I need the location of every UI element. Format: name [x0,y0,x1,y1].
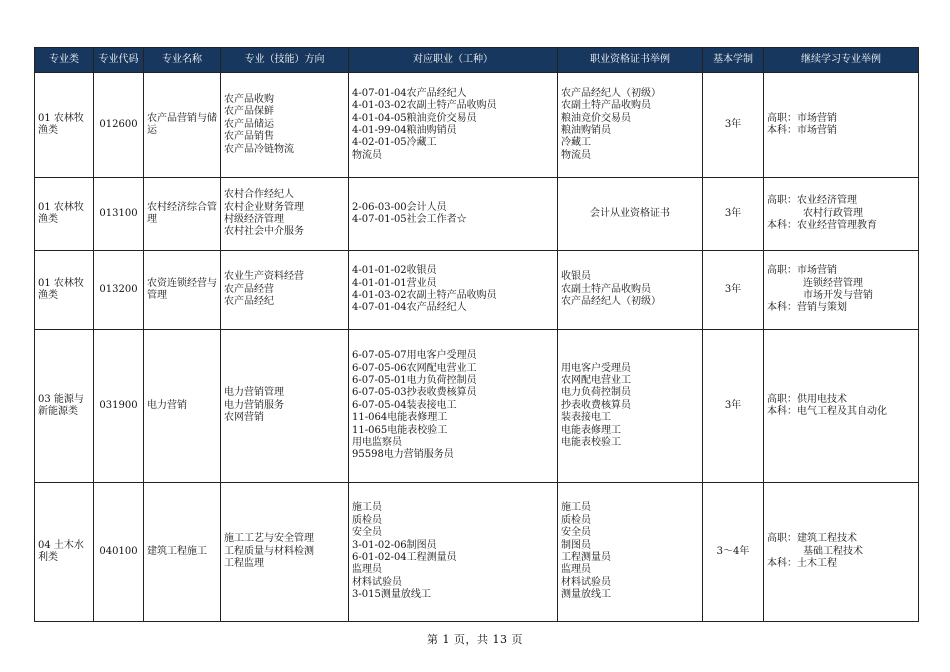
cell-certificate-line: 会计从业资格证书 [590,207,670,219]
cell-direction-line: 农产品经纪 [224,296,274,308]
cell-occupation-line: 用电监察员 [352,437,402,449]
cell-occupation [349,330,558,483]
cell-direction-line: 农产品销售 [224,131,274,143]
cell-certificate-line: 施工员 [561,502,591,514]
cell-further-study-line: 高职：市场营销 [767,112,837,124]
cell-certificate [558,73,703,178]
cell-occupation-line: 95598电力营销服务员 [352,449,454,461]
header-duration: 基本学制 [703,48,764,73]
cell-category: 01 农林牧渔类 [35,178,94,251]
cell-further-study-line: 农村行政管理 [803,207,863,219]
cell-certificate-line: 农网配电营业工 [561,374,631,386]
cell-occupation-line: 4-01-01-02收银员 [352,265,437,277]
cell-name: 建筑工程施工 [144,483,221,622]
cell-occupation-line: 4-01-03-02农副土特产品收购员 [352,290,497,301]
cell-certificate-line: 电力负荷控制员 [561,387,631,399]
cell-certificate-line: 材料试验员 [561,576,611,588]
cell-certificate-line: 农副土特产品收购员 [561,283,651,295]
cell-direction-line: 农村企业财务管理 [224,201,304,213]
cell-occupation-line: 6-07-05-01电力负荷控制员 [352,374,477,386]
cell-category: 01 农林牧渔类 [35,73,94,178]
cell-direction-line: 电力营销服务 [224,399,284,411]
cell-occupation-line: 施工员 [352,502,382,514]
cell-occupation-line: 物流员 [352,149,382,161]
cell-occupation-line: 质检员 [352,514,382,526]
cell-occupation-line: 材料试验员 [352,576,402,588]
cell-occupation-line: 6-07-05-07用电客户受理员 [352,350,477,362]
page-footer: 第 1 页，共 13 页 [427,633,523,646]
cell-category: 04 土木水利类 [35,483,94,622]
cell-occupation [349,251,558,330]
header-category: 专业类 [35,48,94,73]
table-row [35,483,919,622]
cell-occupation-line: 11-064电能表修理工 [352,412,448,424]
cell-code: 031900 [94,330,144,483]
cell-direction-line: 施工工艺与安全管理 [224,533,314,545]
cell-occupation-line: 4-01-01-01营业员 [352,277,437,289]
cell-further-study-line: 基础工程技术 [803,545,863,557]
cell-occupation-line: 4-01-04-05粮油竞价交易员 [352,112,477,124]
cell-category: 03 能源与新能源类 [35,330,94,483]
cell-further-study-line: 高职：供用电技术 [767,393,847,405]
cell-name: 电力营销 [144,330,221,483]
cell-direction-line: 农产品收购 [224,93,274,105]
cell-duration: 3年 [703,178,764,251]
cell-further-study [764,330,919,483]
cell-further-study-line: 连锁经营管理 [803,277,863,289]
cell-certificate-line: 农产品经纪人（初级） [561,87,661,99]
header-direction: 专业（技能）方向 [221,48,349,73]
cell-certificate-line: 物流员 [561,149,591,161]
header-further-study: 继续学习专业举例 [764,48,919,73]
cell-certificate-line: 装表接电工 [561,412,611,424]
cell-certificate-line: 电能表校验工 [561,437,621,449]
cell-certificate-line: 冷藏工 [561,137,591,149]
cell-direction-line: 村级经济管理 [224,214,284,225]
cell-certificate-line: 安全员 [561,527,591,539]
cell-occupation-line: 6-07-05-03抄表收费核算员 [352,387,477,399]
cell-further-study-line: 高职：市场营销 [767,265,837,277]
cell-name: 农产品营销与储运 [144,73,221,178]
cell-certificate-line: 质检员 [561,514,591,526]
header-code: 专业代码 [94,48,144,73]
cell-further-study-line: 本科：市场营销 [767,125,837,136]
cell-occupation-line: 4-02-01-05冷藏工 [352,137,437,149]
cell-certificate-line: 制图员 [561,539,591,551]
cell-certificate-line: 电能表修理工 [561,424,621,436]
cell-direction-line: 工程监理 [224,558,264,570]
cell-duration: 3～4年 [703,483,764,622]
cell-further-study-line: 本科：土木工程 [767,558,837,570]
cell-further-study [764,73,919,178]
cell-occupation-line: 6-01-02-04工程测量员 [352,552,457,563]
cell-direction-line: 农产品储运 [224,118,274,130]
table-row [35,73,919,178]
cell-occupation-line: 2-06-03-00会计人员 [352,201,447,213]
cell-certificate-line: 农副土特产品收购员 [561,100,651,112]
cell-occupation-line: 监理员 [352,564,382,576]
cell-direction-line: 农村合作经纪人 [224,189,294,201]
cell-certificate-line: 粮油购销员 [561,125,611,136]
cell-occupation-line: 3-01-02-06制图员 [352,539,437,551]
cell-code: 012600 [94,73,144,178]
cell-duration: 3年 [703,251,764,330]
cell-certificate [558,251,703,330]
cell-occupation [349,178,558,251]
table-row [35,178,919,251]
cell-direction-line: 工程质量与材料检测 [224,545,314,557]
cell-occupation-line: 6-07-05-06农网配电营业工 [352,362,477,374]
cell-direction-line: 农网营销 [224,412,264,424]
cell-further-study [764,251,919,330]
cell-further-study-line: 高职：建筑工程技术 [767,533,857,545]
cell-category: 01 农林牧渔类 [35,251,94,330]
cell-further-study-line: 市场开发与营销 [803,290,873,301]
header-name: 专业名称 [144,48,221,73]
cell-direction-line: 农产品经营 [224,283,274,295]
cell-certificate-line: 工程测量员 [561,552,611,563]
cell-certificate-line: 用电客户受理员 [561,362,631,374]
table-row [35,251,919,330]
cell-occupation-line: 4-07-01-05社会工作者☆ [352,214,467,225]
cell-occupation-line: 11-065电能表校验工 [352,424,448,436]
cell-direction [221,73,349,178]
cell-direction-line: 农业生产资料经营 [224,271,304,283]
cell-code: 013100 [94,178,144,251]
cell-occupation-line: 4-07-01-04农产品经纪人 [352,87,467,99]
cell-direction-line: 电力营销管理 [224,387,284,399]
cell-further-study-line: 本科：营销与策划 [767,302,847,314]
header-occupation: 对应职业（工种） [349,48,558,73]
table-row [35,330,919,483]
cell-code: 040100 [94,483,144,622]
cell-direction [221,330,349,483]
cell-further-study [764,178,919,251]
header-certificate: 职业资格证书举例 [558,48,703,73]
cell-further-study-line: 高职：农业经济管理 [767,195,857,207]
cell-duration: 3年 [703,330,764,483]
cell-occupation [349,483,558,622]
cell-direction [221,251,349,330]
cell-direction [221,178,349,251]
cell-occupation [349,73,558,178]
cell-code: 013200 [94,251,144,330]
cell-certificate-line: 测量放线工 [561,589,611,601]
cell-certificate [558,178,703,251]
cell-certificate-line: 抄表收费核算员 [561,399,631,411]
cell-direction-line: 农产品冷链物流 [224,143,294,155]
cell-further-study [764,483,919,622]
cell-certificate-line: 监理员 [561,564,591,576]
cell-occupation-line: 3-015测量放线工 [352,589,431,601]
cell-certificate-line: 粮油竞价交易员 [561,112,631,124]
cell-name: 农资连锁经营与管理 [144,251,221,330]
cell-direction-line: 农村社会中介服务 [224,226,304,238]
cell-certificate-line: 收银员 [561,271,591,283]
cell-occupation-line: 4-01-03-02农副土特产品收购员 [352,100,497,112]
cell-further-study-line: 本科：农业经营管理教育 [767,220,877,232]
cell-occupation-line: 4-07-01-04农产品经纪人 [352,302,467,314]
cell-name: 农村经济综合管理 [144,178,221,251]
cell-further-study-line: 本科：电气工程及其自动化 [767,406,887,417]
cell-occupation-line: 6-07-05-04装表接电工 [352,399,457,411]
cell-direction [221,483,349,622]
cell-occupation-line: 安全员 [352,527,382,539]
majors-table [34,47,919,622]
cell-direction-line: 农产品保鲜 [224,106,274,118]
cell-occupation-line: 4-01-99-04粮油购销员 [352,125,457,136]
cell-certificate [558,483,703,622]
cell-certificate [558,330,703,483]
header-row [35,48,919,73]
cell-certificate-line: 农产品经纪人（初级） [561,296,661,308]
cell-duration: 3年 [703,73,764,178]
